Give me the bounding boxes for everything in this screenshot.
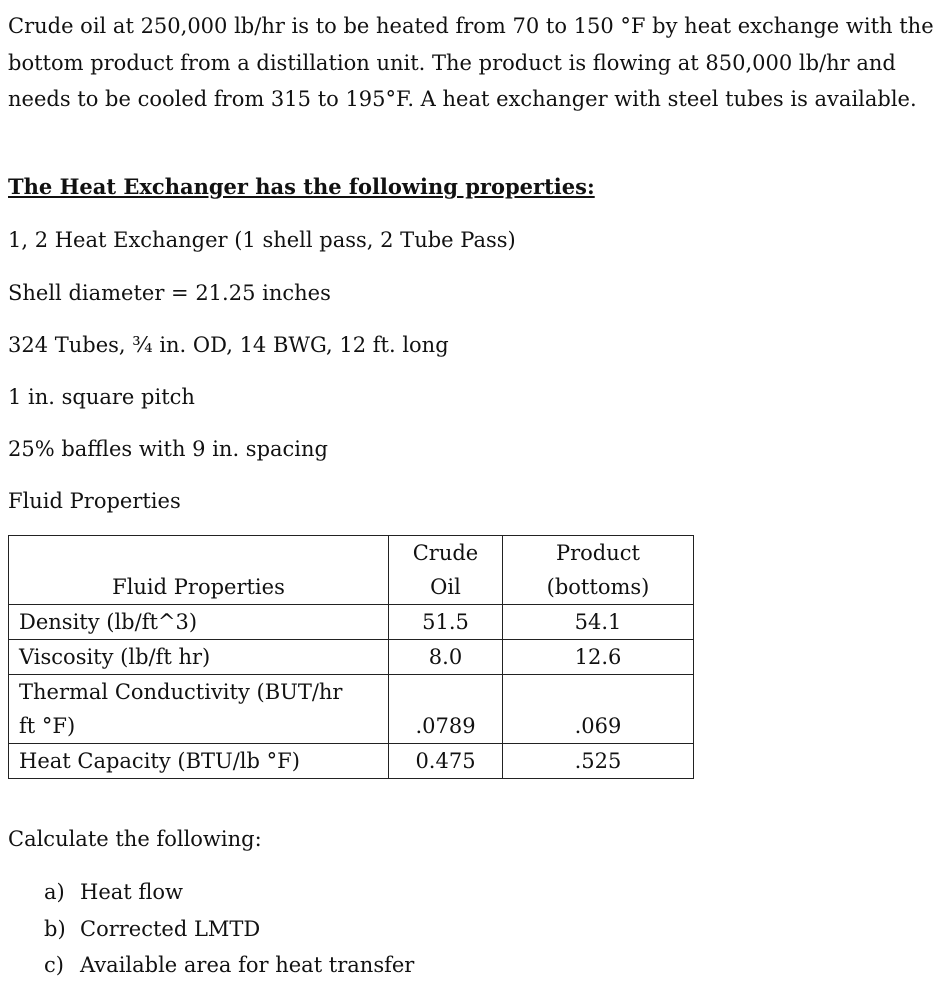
product-viscosity-value: 12.6 bbox=[503, 640, 694, 675]
table-header-row bbox=[9, 536, 694, 605]
crude-conductivity-value: .0789 bbox=[389, 675, 503, 744]
list-item bbox=[44, 874, 414, 911]
product-conductivity-value: .069 bbox=[503, 675, 694, 744]
table-row bbox=[9, 640, 694, 675]
baffle-spec: 25% baffles with 9 in. spacing bbox=[8, 437, 328, 461]
list-item bbox=[44, 947, 414, 984]
task-text: Available area for heat transfer bbox=[80, 953, 415, 977]
exchanger-properties-heading: The Heat Exchanger has the following properties: bbox=[8, 174, 595, 199]
task-text: Corrected LMTD bbox=[80, 916, 261, 941]
task-marker: b) bbox=[44, 916, 66, 941]
calculate-intro: Calculate the following: bbox=[8, 827, 262, 851]
crude-heat-capacity-value: 0.475 bbox=[389, 744, 503, 779]
table-row bbox=[9, 744, 694, 779]
shell-diameter: Shell diameter = 21.25 inches bbox=[8, 281, 331, 305]
crude-density-value: 51.5 bbox=[389, 605, 503, 640]
product-heat-capacity-value: .525 bbox=[503, 744, 694, 779]
row-label-thermal-conductivity: Thermal Conductivity (BUT/hr ft °F) bbox=[9, 675, 389, 744]
tube-pitch: 1 in. square pitch bbox=[8, 385, 195, 409]
table-row bbox=[9, 605, 694, 640]
row-label-heat-capacity: Heat Capacity (BTU/lb °F) bbox=[9, 744, 389, 779]
product-density-value: 54.1 bbox=[503, 605, 694, 640]
tube-spec: 324 Tubes, ¾ in. OD, 14 BWG, 12 ft. long bbox=[8, 333, 449, 357]
fluid-properties-label: Fluid Properties bbox=[8, 489, 181, 513]
problem-statement: Crude oil at 250,000 lb/hr is to be heated from 70 to 150 °F by heat exchange with the bottom product from a distillation unit. The product is flowing at 850,000 lb/hr and needs to be cooled from 315 to 195°F. A heat exchanger with steel tubes is available. bbox=[8, 14, 934, 111]
table-header-crude-oil: Crude Oil bbox=[389, 536, 503, 605]
task-marker: c) bbox=[44, 953, 64, 977]
task-list bbox=[44, 874, 414, 984]
table-row bbox=[9, 675, 694, 744]
task-marker: a) bbox=[44, 880, 65, 904]
task-text: Heat flow bbox=[80, 880, 184, 904]
row-label-viscosity: Viscosity (lb/ft hr) bbox=[9, 640, 389, 675]
table-header-product: Product (bottoms) bbox=[503, 536, 694, 605]
exchanger-type: 1, 2 Heat Exchanger (1 shell pass, 2 Tube Pass) bbox=[8, 228, 516, 252]
fluid-properties-table bbox=[8, 535, 694, 779]
list-item bbox=[44, 911, 414, 948]
crude-viscosity-value: 8.0 bbox=[389, 640, 503, 675]
row-label-density: Density (lb/ft^3) bbox=[9, 605, 389, 640]
table-header-property: Fluid Properties bbox=[9, 536, 389, 605]
